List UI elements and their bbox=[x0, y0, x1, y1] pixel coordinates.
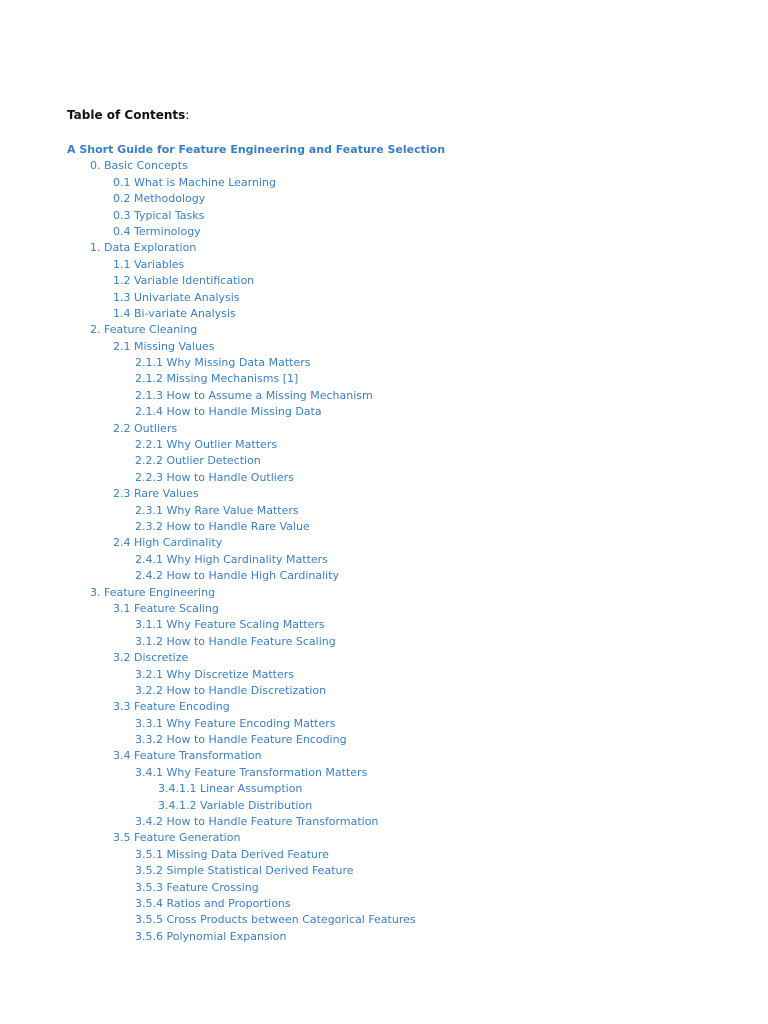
toc-item bbox=[67, 191, 747, 207]
toc-item bbox=[67, 765, 747, 781]
toc-link[interactable]: 3.1.1 Why Feature Scaling Matters bbox=[135, 618, 325, 632]
toc-item bbox=[67, 585, 747, 601]
toc-item bbox=[67, 306, 747, 322]
toc-item bbox=[67, 503, 747, 519]
toc-item bbox=[67, 535, 747, 551]
toc-item bbox=[67, 732, 747, 748]
toc-link[interactable]: 2.1 Missing Values bbox=[113, 339, 215, 353]
toc-heading-colon: : bbox=[185, 108, 190, 122]
toc-link[interactable]: 3.4.1.1 Linear Assumption bbox=[158, 782, 303, 796]
toc-link[interactable]: 2.4 High Cardinality bbox=[113, 536, 223, 550]
toc-item bbox=[67, 847, 747, 863]
toc-link[interactable]: 3.5.3 Feature Crossing bbox=[135, 880, 259, 894]
toc-link[interactable]: 3.5.4 Ratios and Proportions bbox=[135, 896, 291, 910]
toc-link[interactable]: 0.4 Terminology bbox=[113, 224, 201, 238]
toc-item bbox=[67, 437, 747, 453]
toc-item bbox=[67, 601, 747, 617]
toc-item bbox=[67, 781, 747, 797]
toc-link[interactable]: 3.2.2 How to Handle Discretization bbox=[135, 683, 327, 697]
toc-item bbox=[67, 634, 747, 650]
toc-link[interactable]: 2.1.3 How to Assume a Missing Mechanism bbox=[135, 388, 373, 402]
toc-item bbox=[67, 158, 747, 174]
toc-item bbox=[67, 650, 747, 666]
toc-item bbox=[67, 880, 747, 896]
toc-item bbox=[67, 519, 747, 535]
toc-item bbox=[67, 912, 747, 928]
toc-link[interactable]: 3.4.2 How to Handle Feature Transformation bbox=[135, 815, 379, 829]
toc-item bbox=[67, 814, 747, 830]
toc-item bbox=[67, 142, 747, 158]
toc-link[interactable]: 2.1.4 How to Handle Missing Data bbox=[135, 405, 322, 419]
toc-link[interactable]: 3.5.1 Missing Data Derived Feature bbox=[135, 847, 329, 861]
toc-link[interactable]: 2. Feature Cleaning bbox=[90, 323, 198, 337]
toc-item bbox=[67, 273, 747, 289]
toc-item bbox=[67, 388, 747, 404]
toc-item bbox=[67, 716, 747, 732]
toc-item bbox=[67, 404, 747, 420]
toc-link[interactable]: 3.5 Feature Generation bbox=[113, 831, 241, 845]
toc-item bbox=[67, 208, 747, 224]
toc-item bbox=[67, 830, 747, 846]
toc-item bbox=[67, 699, 747, 715]
toc-link[interactable]: 1.3 Univariate Analysis bbox=[113, 290, 240, 304]
toc-link[interactable]: 0.3 Typical Tasks bbox=[113, 208, 205, 222]
toc-item bbox=[67, 683, 747, 699]
toc-link[interactable]: 3.1 Feature Scaling bbox=[113, 601, 219, 615]
toc-link[interactable]: 2.1.2 Missing Mechanisms [1] bbox=[135, 372, 299, 386]
toc-link[interactable]: 2.3.2 How to Handle Rare Value bbox=[135, 519, 310, 533]
toc-item bbox=[67, 339, 747, 355]
toc-heading bbox=[67, 106, 747, 124]
toc-link[interactable]: 1.4 Bi-variate Analysis bbox=[113, 306, 236, 320]
toc-link[interactable]: 3.5.6 Polynomial Expansion bbox=[135, 929, 287, 943]
toc-item bbox=[67, 896, 747, 912]
toc-link[interactable]: 3.4.1.2 Variable Distribution bbox=[158, 798, 313, 812]
toc-item bbox=[67, 568, 747, 584]
toc-item bbox=[67, 617, 747, 633]
toc-item bbox=[67, 863, 747, 879]
toc-link[interactable]: 2.3.1 Why Rare Value Matters bbox=[135, 503, 299, 517]
toc-item bbox=[67, 453, 747, 469]
toc-link[interactable]: 3.2.1 Why Discretize Matters bbox=[135, 667, 294, 681]
toc-item bbox=[67, 257, 747, 273]
toc-item bbox=[67, 470, 747, 486]
toc-link[interactable]: 3.2 Discretize bbox=[113, 651, 189, 665]
toc-link[interactable]: 3.4.1 Why Feature Transformation Matters bbox=[135, 765, 368, 779]
toc-link[interactable]: 0. Basic Concepts bbox=[90, 159, 188, 173]
toc-item bbox=[67, 290, 747, 306]
toc-heading-title: Table of Contents bbox=[67, 108, 186, 122]
toc-item bbox=[67, 486, 747, 502]
toc-link[interactable]: 2.2.1 Why Outlier Matters bbox=[135, 438, 278, 452]
toc-link[interactable]: 2.2 Outliers bbox=[113, 421, 178, 435]
toc-item bbox=[67, 929, 747, 945]
toc-link[interactable]: 2.2.3 How to Handle Outliers bbox=[135, 470, 294, 484]
toc-item bbox=[67, 240, 747, 256]
toc-item bbox=[67, 667, 747, 683]
toc-item bbox=[67, 175, 747, 191]
toc-link[interactable]: A Short Guide for Feature Engineering and Feature Selection bbox=[67, 143, 446, 156]
toc-item bbox=[67, 322, 747, 338]
toc-link[interactable]: 0.2 Methodology bbox=[113, 192, 206, 206]
toc-link[interactable]: 3.3.2 How to Handle Feature Encoding bbox=[135, 733, 347, 747]
toc-link[interactable]: 2.4.1 Why High Cardinality Matters bbox=[135, 552, 328, 566]
toc-link[interactable]: 1. Data Exploration bbox=[90, 241, 197, 255]
toc-item bbox=[67, 748, 747, 764]
toc-link[interactable]: 2.3 Rare Values bbox=[113, 487, 199, 501]
toc-item bbox=[67, 798, 747, 814]
toc-link[interactable]: 3.3 Feature Encoding bbox=[113, 700, 230, 714]
toc-link[interactable]: 2.1.1 Why Missing Data Matters bbox=[135, 356, 311, 370]
toc-item bbox=[67, 552, 747, 568]
toc-link[interactable]: 2.4.2 How to Handle High Cardinality bbox=[135, 569, 340, 583]
toc-link[interactable]: 3.5.5 Cross Products between Categorical Features bbox=[135, 913, 416, 927]
toc-link[interactable]: 3.1.2 How to Handle Feature Scaling bbox=[135, 634, 336, 648]
toc-item bbox=[67, 371, 747, 387]
toc-item bbox=[67, 421, 747, 437]
toc-link[interactable]: 1.2 Variable Identification bbox=[113, 274, 255, 288]
table-of-contents bbox=[67, 106, 747, 945]
toc-item bbox=[67, 224, 747, 240]
toc-link[interactable]: 3.4 Feature Transformation bbox=[113, 749, 262, 763]
toc-link[interactable]: 1.1 Variables bbox=[113, 257, 185, 271]
toc-link[interactable]: 0.1 What is Machine Learning bbox=[113, 175, 276, 189]
toc-list bbox=[67, 142, 747, 945]
toc-link[interactable]: 3. Feature Engineering bbox=[90, 585, 216, 599]
toc-link[interactable]: 3.3.1 Why Feature Encoding Matters bbox=[135, 716, 336, 730]
toc-item bbox=[67, 355, 747, 371]
toc-link[interactable]: 2.2.2 Outlier Detection bbox=[135, 454, 261, 468]
toc-link[interactable]: 3.5.2 Simple Statistical Derived Feature bbox=[135, 864, 354, 878]
